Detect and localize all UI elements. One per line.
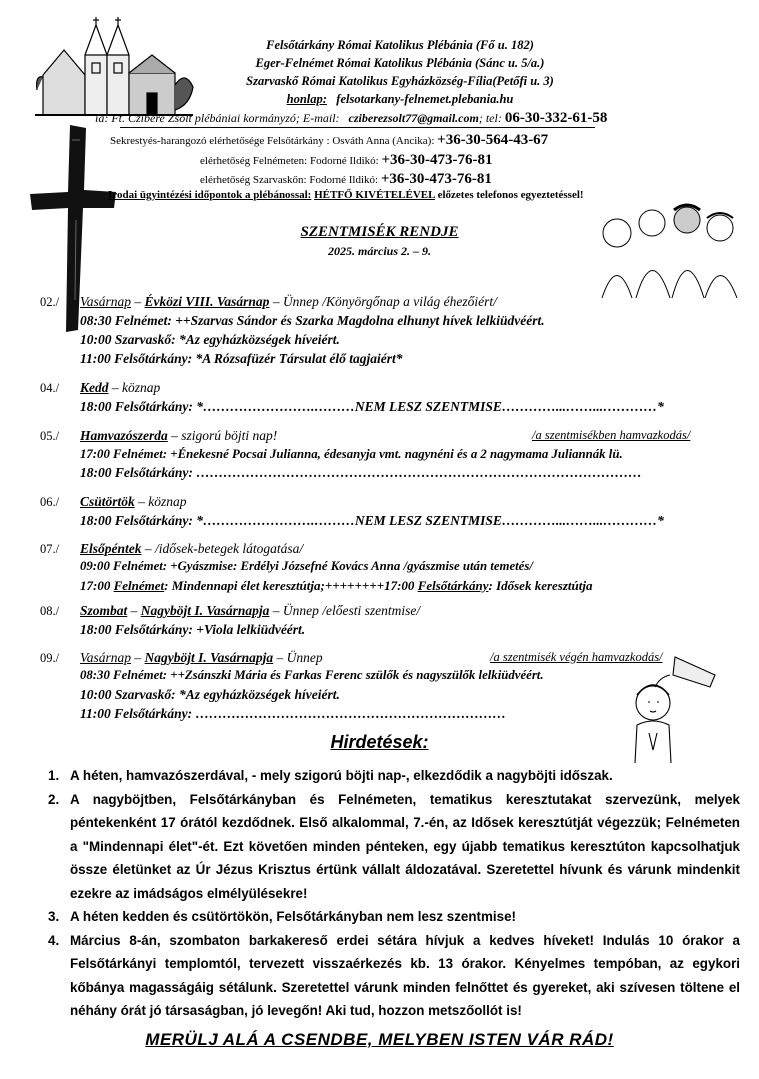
mass-place: Felsőtárkány (417, 578, 489, 593)
day-name: Elsőpéntek (80, 541, 142, 556)
szarvasko-contact (200, 171, 492, 188)
sacristan-phone: +36-30-564-43-67 (437, 132, 549, 148)
office-rest: előzetes telefonos egyeztetéssel! (437, 189, 584, 201)
day-rest: – szigorú böjti nap! (167, 428, 278, 443)
mass-entry: 11:00 Felsőtárkány: *A Rózsafüzér Társulat élő tagjaiért* (80, 351, 403, 366)
day-heading (80, 541, 303, 557)
day-note: /a szentmisék végén hamvazkodás/ (490, 650, 663, 664)
announcement-number: 1. (48, 768, 60, 783)
priest-line (95, 110, 607, 127)
day-date: 04./ (40, 381, 60, 395)
day-rest: – Ünnep (273, 650, 323, 665)
mass-time: 17:00 (80, 578, 111, 593)
header-divider (120, 127, 595, 128)
announcement-number: 2. (48, 792, 60, 807)
office-text: Irodai ügyintézési időpontok a plébánossal: (108, 189, 312, 201)
day-heading (80, 380, 160, 396)
day-date: 07./ (40, 542, 60, 556)
mass-entry: 18:00 Felsőtárkány: ……………………………………………………………………………………… (80, 465, 642, 480)
sacristan-nick: (Ancika): (392, 135, 435, 147)
mass-entry: 08:30 Felnémet: ++Zsánszki Mária és Farkas Ferenc szülők és nagyszülők lelkiüdvéért. (80, 668, 544, 682)
parish-line-2: Eger-Felnémet Római Katolikus Plébánia (Sánc u. 5/a.) (255, 56, 545, 70)
day-heading (80, 428, 277, 444)
day-feast: Nagyböjt I. Vasárnapja (144, 650, 274, 665)
mass-entry: 18:00 Felsőtárkány: +Viola lelkiüdvéért. (80, 622, 306, 637)
sacristan-contact (110, 132, 548, 149)
announcements-title: Hirdetések: (330, 732, 429, 752)
day-rest: – Ünnep /előesti szentmise/ (269, 603, 421, 618)
homepage-link[interactable]: felsotarkany-felnemet.plebania.hu (336, 92, 514, 106)
announcement-item (48, 905, 740, 928)
announcement-number: 4. (48, 933, 60, 948)
mass-entry: 10:00 Szarvaskő: *Az egyházközségek híveiért. (80, 687, 340, 702)
day-rest: – köznap (108, 380, 161, 395)
announcement-text: Március 8-án, szombaton barkakereső erdei sétára hívjuk a kedves híveket! Indulás 10 órakor a Felsőtárkányi templomtól, tervezett visszaérkezés kb. 13 órakor. Kényelmes tempóban, az egykori kőbánya magasságáig sétálunk. Szeretettel várunk minden felnőttet és gyereket, aki szívesen töltene el néhány órát jó társaságban, jó levegőn! Aki tud, hozzon metszőollót is! (70, 933, 740, 1019)
day-sep: – (131, 650, 145, 665)
szarvasko-label: elérhetőség Szarvaskőn: Fodorné Ildikó: (200, 174, 379, 186)
day-date: 05./ (40, 429, 60, 443)
mass-entry: 17:00 Felnémet: +Énekesné Pocsai Julianna, édesanyja vmt. nagynéni és a 2 nagymama Juliannák lü. (80, 447, 623, 461)
homepage-label: honlap: (286, 92, 327, 106)
day-feast: Nagyböjt I. Vasárnapja (140, 603, 270, 618)
day-date: 09./ (40, 651, 60, 665)
day-name: Vasárnap (80, 294, 132, 309)
day-rest: – Ünnep /Könyörgőnap a világ éhezőiért/ (269, 294, 497, 309)
parish-phone: 06-30-332-61-58 (504, 110, 608, 126)
felnemet-label: elérhetőség Felnémeten: Fodorné Ildikó: (200, 155, 379, 167)
email-link[interactable]: cziberezsolt77@gmail.com (348, 111, 479, 125)
mass-entry: 09:00 Felnémet: +Gyászmise: Erdélyi Józsefné Kovács Anna /gyászmise után temetés/ (80, 559, 533, 573)
mass-entry: 08:30 Felnémet: ++Szarvas Sándor és Szarka Magdolna elhunyt hívek lelkiüdvéért. (80, 313, 545, 328)
mass-entry: 18:00 Felsőtárkány: *…………………….………NEM LESZ SZENTMISE…………...……...…………* (80, 513, 664, 528)
tel-label: ; tel: (478, 111, 502, 125)
mass-text: : Idősek keresztútja (488, 578, 593, 593)
announcement-text: A héten kedden és csütörtökön, Felsőtárkányban nem lesz szentmise! (70, 909, 516, 924)
day-heading (80, 294, 497, 310)
announcement-item (48, 929, 740, 1023)
office-highlight: HÉTFŐ KIVÉTELÉVEL (314, 189, 435, 201)
office-hours (108, 189, 584, 201)
day-name: Csütörtök (80, 494, 135, 509)
day-date: 08./ (40, 604, 60, 618)
announcement-number: 3. (48, 909, 60, 924)
schedule-dates: 2025. március 2. – 9. (327, 244, 431, 258)
day-note: /a szentmisékben hamvazkodás/ (532, 428, 691, 442)
day-sep: – (127, 603, 141, 618)
mass-place: Felnémet (113, 578, 165, 593)
felnemet-phone: +36-30-473-76-81 (381, 152, 493, 168)
day-name: Szombat (80, 603, 128, 618)
day-name: Kedd (80, 380, 109, 395)
sacristan-label: Sekrestyés-harangozó elérhetősége Felsőtárkány : Osváth Anna (110, 135, 390, 147)
mass-text: : Mindennapi élet keresztútja;++++++++17:00 (164, 578, 418, 593)
day-rest: – /idősek-betegek látogatása/ (141, 541, 304, 556)
day-name: Hamvazószerda (80, 428, 168, 443)
szarvasko-phone: +36-30-473-76-81 (380, 171, 492, 187)
day-name: Vasárnap (80, 650, 132, 665)
announcement-item (48, 764, 740, 787)
day-heading (80, 603, 420, 619)
mass-entry (80, 578, 592, 594)
parish-line-3: Szarvaskő Római Katolikus Egyházközség-Fília(Petőfi u. 3) (246, 74, 554, 88)
announcement-item (48, 788, 740, 905)
day-heading (80, 494, 187, 510)
priest-info: ia: Ft. Czibere Zsolt plébániai kormányzó; E-mail: (95, 111, 340, 125)
day-heading (80, 650, 323, 666)
day-sep: – (131, 294, 145, 309)
schedule-title: SZENTMISÉK RENDJE (300, 224, 459, 240)
homepage-line (200, 92, 600, 107)
day-feast: Évközi VIII. Vasárnap (144, 294, 270, 309)
day-date: 06./ (40, 495, 60, 509)
day-rest: – köznap (134, 494, 187, 509)
day-date: 02./ (40, 295, 60, 309)
mass-entry: 10:00 Szarvaskő: *Az egyházközségek híveiért. (80, 332, 340, 347)
announcement-text: A nagyböjtben, Felsőtárkányban és Felnémeten, tematikus keresztutakat szervezünk, melyek péntekenként 17 órától kezdődnek. Első alkalommal, 7.-én, az Idősek keresztútját végezzük; Felnémeten a "Mindennapi élet"-ét. Ezt követően minden pénteken, egy újabb tematikus keresztúton kapcsolhatjuk össze életünket az Úr Jézus Krisztus értünk vállalt áldozatával. Szeretettel hívunk és várunk mindenkit ezekre az imádságos elmélyülésekre! (70, 792, 740, 901)
parish-line-1: Felsőtárkány Római Katolikus Plébánia (Fő u. 182) (266, 38, 534, 52)
footer-motto: MERÜLJ ALÁ A CSENDBE, MELYBEN ISTEN VÁR RÁD! (145, 1030, 614, 1049)
announcement-text: A héten, hamvazószerdával, - mely szigorú böjti nap-, elkezdődik a nagyböjti időszak. (70, 768, 613, 783)
mass-entry: 18:00 Felsőtárkány: *…………………….………NEM LESZ SZENTMISE…………...……...…………* (80, 399, 664, 414)
felnemet-contact (200, 152, 492, 169)
mass-entry: 11:00 Felsőtárkány: …………………………………………………………… (80, 706, 507, 721)
